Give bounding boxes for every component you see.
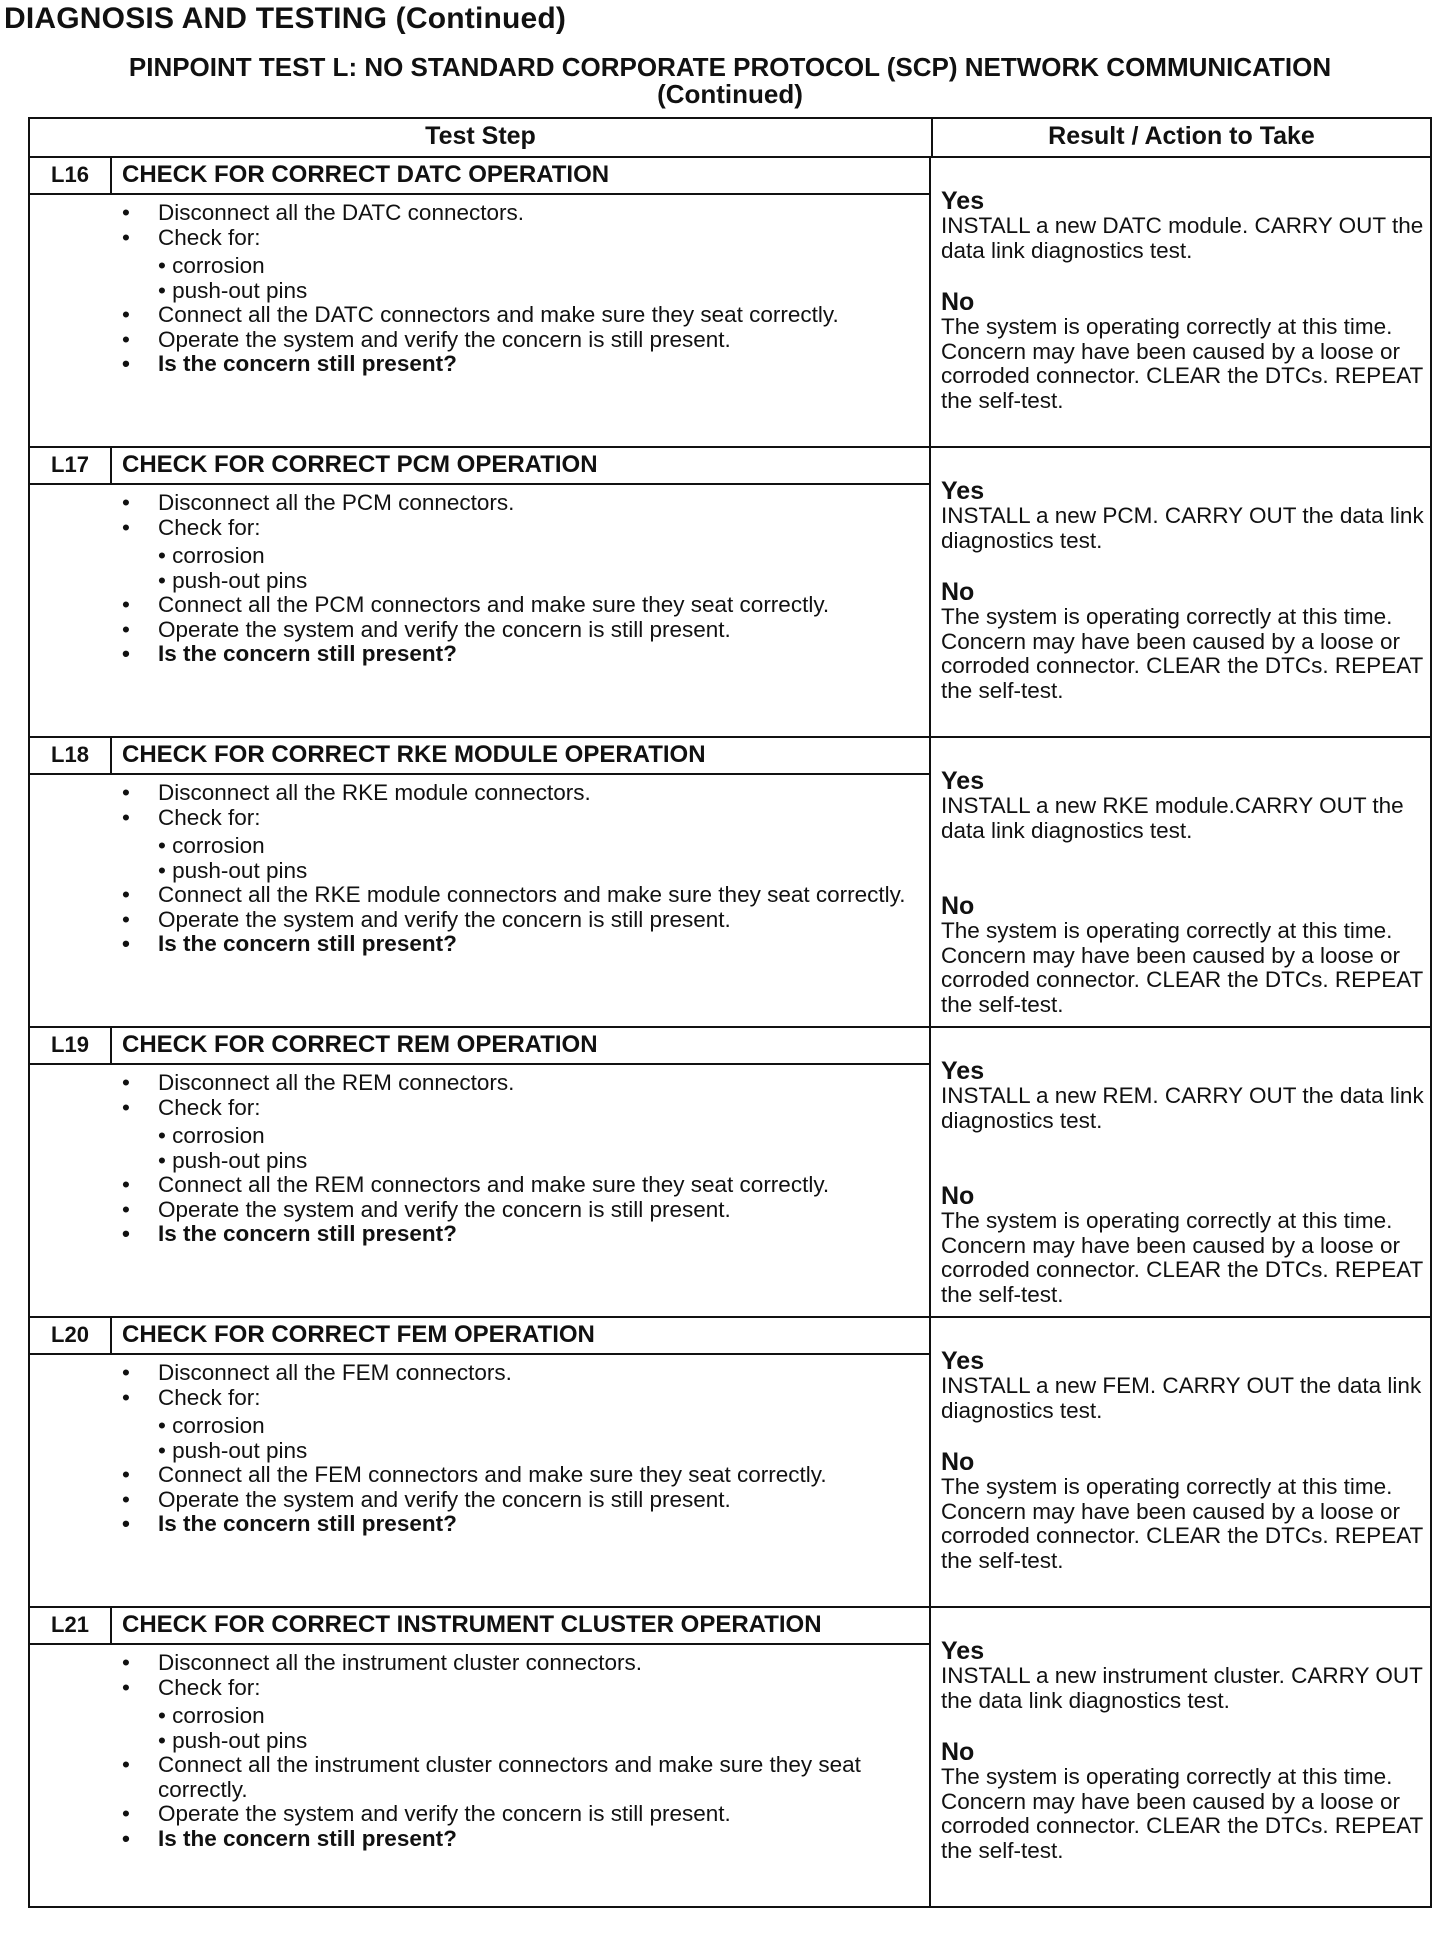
check-item-pushout [158, 1729, 919, 1754]
check-item-label: push-out pins [172, 567, 308, 593]
instruction-operate: • Operate the system and verify the concern is still present. [122, 1802, 919, 1827]
test-step-cell [30, 448, 931, 736]
step-id: L21 [30, 1608, 112, 1643]
step-title: CHECK FOR CORRECT INSTRUMENT CLUSTER OPERATION [122, 1611, 822, 1638]
check-item-label: push-out pins [172, 277, 308, 303]
step-id: L16 [30, 158, 112, 193]
check-item-corrosion [158, 1124, 919, 1149]
test-step-row [30, 1608, 1430, 1908]
yes-label: Yes [941, 1057, 985, 1085]
check-item-label: push-out pins [172, 857, 308, 883]
no-label: No [941, 1182, 975, 1210]
check-item-label: corrosion [172, 253, 265, 278]
test-step-cell [30, 738, 931, 1026]
check-item-label: corrosion [172, 543, 265, 568]
check-item-label: corrosion [172, 1703, 265, 1728]
test-step-cell [30, 158, 931, 446]
no-action: The system is operating correctly at this time. Concern may have been caused by a loose or corroded connector. CLEAR the DTCs. REPEAT the self-test. [941, 604, 1423, 703]
check-item-label: corrosion [172, 833, 265, 858]
step-id: L18 [30, 738, 112, 773]
yes-action: INSTALL a new RKE module.CARRY OUT the data link diagnostics test. [941, 793, 1404, 843]
instruction-disconnect: • Disconnect all the PCM connectors. [122, 491, 919, 516]
instruction-operate: • Operate the system and verify the concern is still present. [122, 1488, 919, 1513]
instruction-question: • Is the concern still present? [122, 352, 919, 377]
instruction-connect: • Connect all the instrument cluster connectors and make sure they seat correctly. [122, 1753, 919, 1802]
step-id: L17 [30, 448, 112, 483]
test-step-header [30, 1028, 929, 1065]
step-instructions [30, 1645, 929, 1851]
step-title: CHECK FOR CORRECT DATC OPERATION [122, 161, 610, 188]
check-list [122, 1414, 919, 1463]
step-instructions [30, 195, 929, 377]
check-list [122, 834, 919, 883]
check-list [122, 254, 919, 303]
no-action: The system is operating correctly at this time. Concern may have been caused by a loose or corroded connector. CLEAR the DTCs. REPEAT the self-test. [941, 1764, 1423, 1863]
instruction-question: • Is the concern still present? [122, 932, 919, 957]
check-item-pushout [158, 1439, 919, 1464]
check-list [122, 544, 919, 593]
instruction-question: • Is the concern still present? [122, 1827, 919, 1852]
test-step-header [30, 448, 929, 485]
step-instructions [30, 1065, 929, 1247]
instruction-check: • Check for: [122, 1676, 919, 1701]
instruction-connect: • Connect all the DATC connectors and make sure they seat correctly. [122, 303, 919, 328]
yes-action: INSTALL a new instrument cluster. CARRY OUT the data link diagnostics test. [941, 1663, 1423, 1713]
result-cell [931, 1028, 1430, 1316]
check-item-corrosion [158, 1414, 919, 1439]
test-step-row [30, 1028, 1430, 1318]
instruction-disconnect: • Disconnect all the DATC connectors. [122, 201, 919, 226]
check-item-pushout [158, 1149, 919, 1174]
step-title: CHECK FOR CORRECT RKE MODULE OPERATION [122, 741, 706, 768]
instruction-check: • Check for: [122, 226, 919, 251]
instruction-question: • Is the concern still present? [122, 1512, 919, 1537]
no-label: No [941, 288, 975, 316]
test-step-row [30, 1318, 1430, 1608]
instruction-disconnect: • Disconnect all the FEM connectors. [122, 1361, 919, 1386]
test-step-header [30, 738, 929, 775]
check-item-label: corrosion [172, 1123, 265, 1148]
instruction-operate: • Operate the system and verify the concern is still present. [122, 328, 919, 353]
column-header-result: Result / Action to Take [1048, 122, 1315, 150]
yes-action: INSTALL a new FEM. CARRY OUT the data link diagnostics test. [941, 1373, 1422, 1423]
pinpoint-test-table [28, 117, 1432, 1908]
instruction-operate: • Operate the system and verify the concern is still present. [122, 1198, 919, 1223]
test-step-row [30, 158, 1430, 448]
check-item-corrosion [158, 254, 919, 279]
test-step-cell [30, 1028, 931, 1316]
pinpoint-test-title-line2: (Continued) [657, 79, 803, 109]
column-header-test-step: Test Step [30, 119, 933, 156]
no-action: The system is operating correctly at this time. Concern may have been caused by a loose or corroded connector. CLEAR the DTCs. REPEAT the self-test. [941, 1474, 1423, 1573]
check-item-label: push-out pins [172, 1437, 308, 1463]
check-item-label: corrosion [172, 1413, 265, 1438]
check-item-corrosion [158, 1704, 919, 1729]
instruction-disconnect: • Disconnect all the instrument cluster connectors. [122, 1651, 919, 1676]
test-step-row [30, 738, 1430, 1028]
no-action: The system is operating correctly at this time. Concern may have been caused by a loose or corroded connector. CLEAR the DTCs. REPEAT the self-test. [941, 918, 1423, 1017]
test-step-header [30, 158, 929, 195]
no-label: No [941, 1448, 975, 1476]
yes-action: INSTALL a new PCM. CARRY OUT the data link diagnostics test. [941, 503, 1424, 553]
instruction-connect: • Connect all the FEM connectors and make sure they seat correctly. [122, 1463, 919, 1488]
instruction-question: • Is the concern still present? [122, 642, 919, 667]
instruction-disconnect: • Disconnect all the RKE module connectors. [122, 781, 919, 806]
instruction-check: • Check for: [122, 1096, 919, 1121]
test-step-header [30, 1608, 929, 1645]
check-list [122, 1704, 919, 1753]
instruction-question: • Is the concern still present? [122, 1222, 919, 1247]
yes-label: Yes [941, 767, 985, 795]
instruction-connect: • Connect all the PCM connectors and make sure they seat correctly. [122, 593, 919, 618]
test-step-row [30, 448, 1430, 738]
result-cell [931, 1608, 1430, 1908]
check-item-corrosion [158, 544, 919, 569]
check-item-corrosion [158, 834, 919, 859]
pinpoint-test-title-line1: PINPOINT TEST L: NO STANDARD CORPORATE PROTOCOL (SCP) NETWORK COMMUNICATION [128, 52, 1332, 82]
step-id: L20 [30, 1318, 112, 1353]
no-label: No [941, 578, 975, 606]
no-action: The system is operating correctly at this time. Concern may have been caused by a loose or corroded connector. CLEAR the DTCs. REPEAT the self-test. [941, 314, 1423, 413]
instruction-connect: • Connect all the RKE module connectors and make sure they seat correctly. [122, 883, 919, 908]
test-step-cell [30, 1318, 931, 1606]
check-item-pushout [158, 569, 919, 594]
step-id: L19 [30, 1028, 112, 1063]
yes-label: Yes [941, 1347, 985, 1375]
no-action: The system is operating correctly at this time. Concern may have been caused by a loose or corroded connector. CLEAR the DTCs. REPEAT the self-test. [941, 1208, 1423, 1307]
check-item-label: push-out pins [172, 1727, 308, 1753]
yes-label: Yes [941, 187, 985, 215]
step-title: CHECK FOR CORRECT PCM OPERATION [122, 451, 598, 478]
yes-label: Yes [941, 1637, 985, 1665]
yes-action: INSTALL a new REM. CARRY OUT the data link diagnostics test. [941, 1083, 1424, 1133]
test-step-cell [30, 1608, 931, 1908]
result-cell [931, 738, 1430, 1026]
step-instructions [30, 485, 929, 667]
instruction-operate: • Operate the system and verify the concern is still present. [122, 908, 919, 933]
result-cell [931, 448, 1430, 736]
page-title: DIAGNOSIS AND TESTING (Continued) [4, 2, 567, 35]
result-cell [931, 1318, 1430, 1606]
table-header-row [30, 119, 1430, 158]
pinpoint-test-title [60, 54, 1400, 108]
instruction-operate: • Operate the system and verify the concern is still present. [122, 618, 919, 643]
yes-label: Yes [941, 477, 985, 505]
check-item-label: push-out pins [172, 1147, 308, 1173]
yes-action: INSTALL a new DATC module. CARRY OUT the data link diagnostics test. [941, 213, 1424, 263]
instruction-connect: • Connect all the REM connectors and make sure they seat correctly. [122, 1173, 919, 1198]
instruction-check: • Check for: [122, 806, 919, 831]
instruction-check: • Check for: [122, 1386, 919, 1411]
check-item-pushout [158, 279, 919, 304]
check-list [122, 1124, 919, 1173]
instruction-disconnect: • Disconnect all the REM connectors. [122, 1071, 919, 1096]
step-title: CHECK FOR CORRECT FEM OPERATION [122, 1321, 595, 1348]
no-label: No [941, 892, 975, 920]
step-instructions [30, 1355, 929, 1537]
step-instructions [30, 775, 929, 957]
step-title: CHECK FOR CORRECT REM OPERATION [122, 1031, 598, 1058]
test-step-header [30, 1318, 929, 1355]
result-cell [931, 158, 1430, 446]
no-label: No [941, 1738, 975, 1766]
instruction-check: • Check for: [122, 516, 919, 541]
check-item-pushout [158, 859, 919, 884]
